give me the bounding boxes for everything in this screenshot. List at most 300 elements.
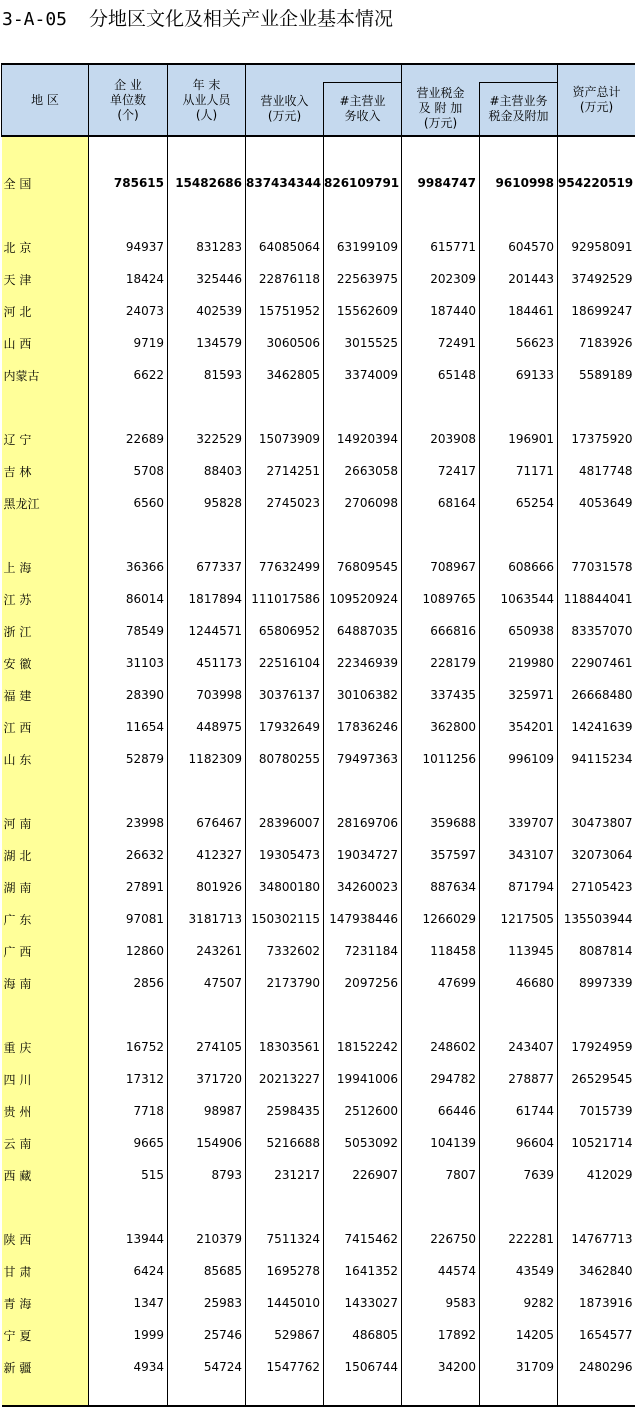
- value-cell: 325446: [168, 263, 246, 295]
- spacer-row: [2, 199, 635, 231]
- table-row: [2, 1031, 635, 1063]
- region-cell: 陕 西: [2, 1223, 89, 1255]
- value-cell: 322529: [168, 423, 246, 455]
- value-cell: 708967: [402, 551, 480, 583]
- value-cell: 650938: [480, 615, 558, 647]
- value-cell: 3181713: [168, 903, 246, 935]
- spacer-row: [2, 1383, 635, 1406]
- region-cell: 安 徽: [2, 647, 89, 679]
- table-body: [2, 136, 635, 1406]
- value-cell: 118458: [402, 935, 480, 967]
- value-cell: 18699247: [558, 295, 635, 327]
- value-cell: 15751952: [246, 295, 324, 327]
- table-row: [2, 1287, 635, 1319]
- value-cell: 703998: [168, 679, 246, 711]
- value-cell: 92958091: [558, 231, 635, 263]
- value-cell: 46680: [480, 967, 558, 999]
- value-cell: 96604: [480, 1127, 558, 1159]
- value-cell: 85685: [168, 1255, 246, 1287]
- value-cell: 31103: [89, 647, 168, 679]
- value-cell: 69133: [480, 359, 558, 391]
- value-cell: 1266029: [402, 903, 480, 935]
- value-cell: 95828: [168, 487, 246, 519]
- value-cell: 109520924: [324, 583, 402, 615]
- table-row: [2, 327, 635, 359]
- value-cell: 801926: [168, 871, 246, 903]
- table-row: [2, 1159, 635, 1191]
- value-cell: 954220519: [558, 167, 635, 199]
- table-row: [2, 487, 635, 519]
- value-cell: 826109791: [324, 167, 402, 199]
- table-row: [2, 711, 635, 743]
- value-cell: 22907461: [558, 647, 635, 679]
- region-cell: 贵 州: [2, 1095, 89, 1127]
- value-cell: 201443: [480, 263, 558, 295]
- header-region: 地 区: [2, 64, 89, 136]
- region-cell: 西 藏: [2, 1159, 89, 1191]
- value-cell: 222281: [480, 1223, 558, 1255]
- value-cell: 5216688: [246, 1127, 324, 1159]
- value-cell: 64085064: [246, 231, 324, 263]
- region-cell: 黑龙江: [2, 487, 89, 519]
- value-cell: 63199109: [324, 231, 402, 263]
- table-row: [2, 615, 635, 647]
- value-cell: 3060506: [246, 327, 324, 359]
- region-cell: 广 东: [2, 903, 89, 935]
- value-cell: 25983: [168, 1287, 246, 1319]
- region-cell: 上 海: [2, 551, 89, 583]
- value-cell: 3015525: [324, 327, 402, 359]
- table-row: [2, 839, 635, 871]
- value-cell: 16752: [89, 1031, 168, 1063]
- value-cell: 94115234: [558, 743, 635, 775]
- value-cell: 8087814: [558, 935, 635, 967]
- value-cell: 3374009: [324, 359, 402, 391]
- value-cell: 1347: [89, 1287, 168, 1319]
- value-cell: 9984747: [402, 167, 480, 199]
- page-title: [2, 6, 393, 32]
- value-cell: 837434344: [246, 167, 324, 199]
- value-cell: 243407: [480, 1031, 558, 1063]
- value-cell: 1695278: [246, 1255, 324, 1287]
- value-cell: 359688: [402, 807, 480, 839]
- region-cell: 云 南: [2, 1127, 89, 1159]
- value-cell: 83357070: [558, 615, 635, 647]
- region-cell: 甘 肃: [2, 1255, 89, 1287]
- header-tax-group: [402, 64, 558, 83]
- value-cell: 56623: [480, 327, 558, 359]
- region-cell: 江 苏: [2, 583, 89, 615]
- value-cell: 14205: [480, 1319, 558, 1351]
- value-cell: 7639: [480, 1159, 558, 1191]
- region-cell: 山 东: [2, 743, 89, 775]
- table-row: [2, 263, 635, 295]
- value-cell: 3462805: [246, 359, 324, 391]
- spacer-row: [2, 999, 635, 1031]
- value-cell: 47507: [168, 967, 246, 999]
- value-cell: 28390: [89, 679, 168, 711]
- value-cell: 17312: [89, 1063, 168, 1095]
- value-cell: 52879: [89, 743, 168, 775]
- value-cell: 871794: [480, 871, 558, 903]
- value-cell: 17375920: [558, 423, 635, 455]
- value-cell: 43549: [480, 1255, 558, 1287]
- value-cell: 7015739: [558, 1095, 635, 1127]
- value-cell: 831283: [168, 231, 246, 263]
- header-tax: 营业税金 及 附 加 (万元): [402, 83, 480, 137]
- value-cell: 451173: [168, 647, 246, 679]
- value-cell: 226750: [402, 1223, 480, 1255]
- value-cell: 22876118: [246, 263, 324, 295]
- value-cell: 17836246: [324, 711, 402, 743]
- value-cell: 36366: [89, 551, 168, 583]
- region-cell: 江 西: [2, 711, 89, 743]
- value-cell: 30473807: [558, 807, 635, 839]
- value-cell: 7511324: [246, 1223, 324, 1255]
- value-cell: 231217: [246, 1159, 324, 1191]
- value-cell: 1547762: [246, 1351, 324, 1383]
- value-cell: 357597: [402, 839, 480, 871]
- spacer-row: [2, 1191, 635, 1223]
- spacer-row: [2, 391, 635, 423]
- value-cell: 80780255: [246, 743, 324, 775]
- spacer-row: [2, 136, 635, 167]
- value-cell: 28169706: [324, 807, 402, 839]
- value-cell: 1089765: [402, 583, 480, 615]
- table-row: [2, 359, 635, 391]
- table-row: [2, 903, 635, 935]
- value-cell: 1063544: [480, 583, 558, 615]
- value-cell: 66446: [402, 1095, 480, 1127]
- table-row: [2, 295, 635, 327]
- value-cell: 72417: [402, 455, 480, 487]
- table-title: 分地区文化及相关产业企业基本情况: [89, 8, 394, 30]
- value-cell: 78549: [89, 615, 168, 647]
- value-cell: 26632: [89, 839, 168, 871]
- value-cell: 196901: [480, 423, 558, 455]
- region-cell: 重 庆: [2, 1031, 89, 1063]
- value-cell: 325971: [480, 679, 558, 711]
- value-cell: 27105423: [558, 871, 635, 903]
- value-cell: 4817748: [558, 455, 635, 487]
- value-cell: 37492529: [558, 263, 635, 295]
- value-cell: 86014: [89, 583, 168, 615]
- value-cell: 17892: [402, 1319, 480, 1351]
- value-cell: 97081: [89, 903, 168, 935]
- value-cell: 25746: [168, 1319, 246, 1351]
- value-cell: 7718: [89, 1095, 168, 1127]
- value-cell: 2745023: [246, 487, 324, 519]
- value-cell: 202309: [402, 263, 480, 295]
- value-cell: 7415462: [324, 1223, 402, 1255]
- value-cell: 11654: [89, 711, 168, 743]
- value-cell: 19305473: [246, 839, 324, 871]
- value-cell: 22516104: [246, 647, 324, 679]
- value-cell: 76809545: [324, 551, 402, 583]
- value-cell: 1217505: [480, 903, 558, 935]
- value-cell: 34800180: [246, 871, 324, 903]
- value-cell: 666816: [402, 615, 480, 647]
- value-cell: 154906: [168, 1127, 246, 1159]
- value-cell: 996109: [480, 743, 558, 775]
- value-cell: 248602: [402, 1031, 480, 1063]
- value-cell: 219980: [480, 647, 558, 679]
- value-cell: 27891: [89, 871, 168, 903]
- value-cell: 61744: [480, 1095, 558, 1127]
- region-cell: 河 南: [2, 807, 89, 839]
- value-cell: 104139: [402, 1127, 480, 1159]
- value-cell: 7807: [402, 1159, 480, 1191]
- value-cell: 20213227: [246, 1063, 324, 1095]
- spacer-row: [2, 519, 635, 551]
- region-cell: 四 川: [2, 1063, 89, 1095]
- value-cell: 1654577: [558, 1319, 635, 1351]
- value-cell: 32073064: [558, 839, 635, 871]
- value-cell: 13944: [89, 1223, 168, 1255]
- value-cell: 887634: [402, 871, 480, 903]
- value-cell: 228179: [402, 647, 480, 679]
- value-cell: 274105: [168, 1031, 246, 1063]
- value-cell: 15073909: [246, 423, 324, 455]
- value-cell: 6622: [89, 359, 168, 391]
- value-cell: 1641352: [324, 1255, 402, 1287]
- value-cell: 7183926: [558, 327, 635, 359]
- value-cell: 604570: [480, 231, 558, 263]
- value-cell: 2714251: [246, 455, 324, 487]
- value-cell: 1433027: [324, 1287, 402, 1319]
- value-cell: 6560: [89, 487, 168, 519]
- value-cell: 22563975: [324, 263, 402, 295]
- value-cell: 135503944: [558, 903, 635, 935]
- table-row: [2, 935, 635, 967]
- region-cell: 北 京: [2, 231, 89, 263]
- value-cell: 113945: [480, 935, 558, 967]
- table-row: [2, 679, 635, 711]
- value-cell: 412327: [168, 839, 246, 871]
- value-cell: 14767713: [558, 1223, 635, 1255]
- value-cell: 2097256: [324, 967, 402, 999]
- value-cell: 72491: [402, 327, 480, 359]
- value-cell: 2706098: [324, 487, 402, 519]
- value-cell: 12860: [89, 935, 168, 967]
- value-cell: 15562609: [324, 295, 402, 327]
- table-row: [2, 583, 635, 615]
- value-cell: 4053649: [558, 487, 635, 519]
- region-cell: 吉 林: [2, 455, 89, 487]
- value-cell: 343107: [480, 839, 558, 871]
- value-cell: 243261: [168, 935, 246, 967]
- value-cell: 1873916: [558, 1287, 635, 1319]
- value-cell: 677337: [168, 551, 246, 583]
- value-cell: 184461: [480, 295, 558, 327]
- value-cell: 2480296: [558, 1351, 635, 1383]
- value-cell: 17932649: [246, 711, 324, 743]
- header-employees: 年 末 从业人员 (人): [168, 64, 246, 136]
- value-cell: 81593: [168, 359, 246, 391]
- value-cell: 26668480: [558, 679, 635, 711]
- value-cell: 362800: [402, 711, 480, 743]
- value-cell: 94937: [89, 231, 168, 263]
- region-cell: 宁 夏: [2, 1319, 89, 1351]
- value-cell: 9665: [89, 1127, 168, 1159]
- value-cell: 1817894: [168, 583, 246, 615]
- table-row: [2, 1255, 635, 1287]
- table-row: [2, 967, 635, 999]
- value-cell: 28396007: [246, 807, 324, 839]
- value-cell: 337435: [402, 679, 480, 711]
- value-cell: 7332602: [246, 935, 324, 967]
- value-cell: 203908: [402, 423, 480, 455]
- region-cell: 内蒙古: [2, 359, 89, 391]
- region-cell: 河 北: [2, 295, 89, 327]
- value-cell: 354201: [480, 711, 558, 743]
- value-cell: 24073: [89, 295, 168, 327]
- value-cell: 187440: [402, 295, 480, 327]
- table-row: [2, 1095, 635, 1127]
- table-row: [2, 455, 635, 487]
- region-cell: 湖 北: [2, 839, 89, 871]
- value-cell: 210379: [168, 1223, 246, 1255]
- value-cell: 9610998: [480, 167, 558, 199]
- header-revenue-group: [246, 64, 402, 83]
- value-cell: 31709: [480, 1351, 558, 1383]
- value-cell: 615771: [402, 231, 480, 263]
- value-cell: 65806952: [246, 615, 324, 647]
- region-cell: 全 国: [2, 167, 89, 199]
- value-cell: 402539: [168, 295, 246, 327]
- value-cell: 98987: [168, 1095, 246, 1127]
- value-cell: 18424: [89, 263, 168, 295]
- spacer-row: [2, 775, 635, 807]
- value-cell: 486805: [324, 1319, 402, 1351]
- value-cell: 118844041: [558, 583, 635, 615]
- table-row: [2, 1223, 635, 1255]
- region-cell: 新 疆: [2, 1351, 89, 1383]
- value-cell: 10521714: [558, 1127, 635, 1159]
- value-cell: 2173790: [246, 967, 324, 999]
- value-cell: 785615: [89, 167, 168, 199]
- value-cell: 22689: [89, 423, 168, 455]
- region-cell: 广 西: [2, 935, 89, 967]
- value-cell: 44574: [402, 1255, 480, 1287]
- value-cell: 1182309: [168, 743, 246, 775]
- region-cell: 青 海: [2, 1287, 89, 1319]
- value-cell: 5708: [89, 455, 168, 487]
- value-cell: 1506744: [324, 1351, 402, 1383]
- region-cell: 辽 宁: [2, 423, 89, 455]
- value-cell: 608666: [480, 551, 558, 583]
- region-cell: 福 建: [2, 679, 89, 711]
- table-code: 3-A-05: [2, 9, 68, 30]
- value-cell: 3462840: [558, 1255, 635, 1287]
- value-cell: 150302115: [246, 903, 324, 935]
- value-cell: 515: [89, 1159, 168, 1191]
- table-row: [2, 647, 635, 679]
- value-cell: 68164: [402, 487, 480, 519]
- value-cell: 5589189: [558, 359, 635, 391]
- value-cell: 278877: [480, 1063, 558, 1095]
- region-cell: 浙 江: [2, 615, 89, 647]
- value-cell: 65254: [480, 487, 558, 519]
- value-cell: 77632499: [246, 551, 324, 583]
- table-row: [2, 423, 635, 455]
- value-cell: 1244571: [168, 615, 246, 647]
- value-cell: 54724: [168, 1351, 246, 1383]
- value-cell: 1445010: [246, 1287, 324, 1319]
- value-cell: 64887035: [324, 615, 402, 647]
- value-cell: 47699: [402, 967, 480, 999]
- national-total-row: [2, 167, 635, 199]
- value-cell: 23998: [89, 807, 168, 839]
- value-cell: 30106382: [324, 679, 402, 711]
- value-cell: 1011256: [402, 743, 480, 775]
- value-cell: 4934: [89, 1351, 168, 1383]
- value-cell: 88403: [168, 455, 246, 487]
- header-enterprises: 企 业 单位数 (个): [89, 64, 168, 136]
- value-cell: 294782: [402, 1063, 480, 1095]
- table-row: [2, 1127, 635, 1159]
- value-cell: 34260023: [324, 871, 402, 903]
- value-cell: 34200: [402, 1351, 480, 1383]
- table-row: [2, 1319, 635, 1351]
- value-cell: 19034727: [324, 839, 402, 871]
- header-tax-sub: #主营业务 税金及附加: [480, 83, 558, 137]
- table-row: [2, 743, 635, 775]
- value-cell: 7231184: [324, 935, 402, 967]
- value-cell: 8793: [168, 1159, 246, 1191]
- value-cell: 77031578: [558, 551, 635, 583]
- table-header: [2, 64, 635, 136]
- value-cell: 2856: [89, 967, 168, 999]
- value-cell: 6424: [89, 1255, 168, 1287]
- value-cell: 79497363: [324, 743, 402, 775]
- table-row: [2, 807, 635, 839]
- value-cell: 676467: [168, 807, 246, 839]
- value-cell: 9719: [89, 327, 168, 359]
- region-cell: 山 西: [2, 327, 89, 359]
- value-cell: 448975: [168, 711, 246, 743]
- value-cell: 8997339: [558, 967, 635, 999]
- value-cell: 18303561: [246, 1031, 324, 1063]
- value-cell: 18152242: [324, 1031, 402, 1063]
- region-cell: 海 南: [2, 967, 89, 999]
- header-revenue: 营业收入 (万元): [246, 83, 324, 137]
- value-cell: 2512600: [324, 1095, 402, 1127]
- header-assets: 资产总计 (万元): [558, 64, 635, 136]
- region-cell: 湖 南: [2, 871, 89, 903]
- value-cell: 30376137: [246, 679, 324, 711]
- value-cell: 226907: [324, 1159, 402, 1191]
- value-cell: 412029: [558, 1159, 635, 1191]
- value-cell: 1999: [89, 1319, 168, 1351]
- value-cell: 71171: [480, 455, 558, 487]
- table-row: [2, 551, 635, 583]
- table-row: [2, 1063, 635, 1095]
- value-cell: 19941006: [324, 1063, 402, 1095]
- value-cell: 5053092: [324, 1127, 402, 1159]
- value-cell: 9583: [402, 1287, 480, 1319]
- value-cell: 147938446: [324, 903, 402, 935]
- value-cell: 14920394: [324, 423, 402, 455]
- header-revenue-sub: #主营业 务收入: [324, 83, 402, 137]
- value-cell: 15482686: [168, 167, 246, 199]
- value-cell: 22346939: [324, 647, 402, 679]
- value-cell: 9282: [480, 1287, 558, 1319]
- value-cell: 26529545: [558, 1063, 635, 1095]
- table-row: [2, 1351, 635, 1383]
- table-row: [2, 871, 635, 903]
- value-cell: 134579: [168, 327, 246, 359]
